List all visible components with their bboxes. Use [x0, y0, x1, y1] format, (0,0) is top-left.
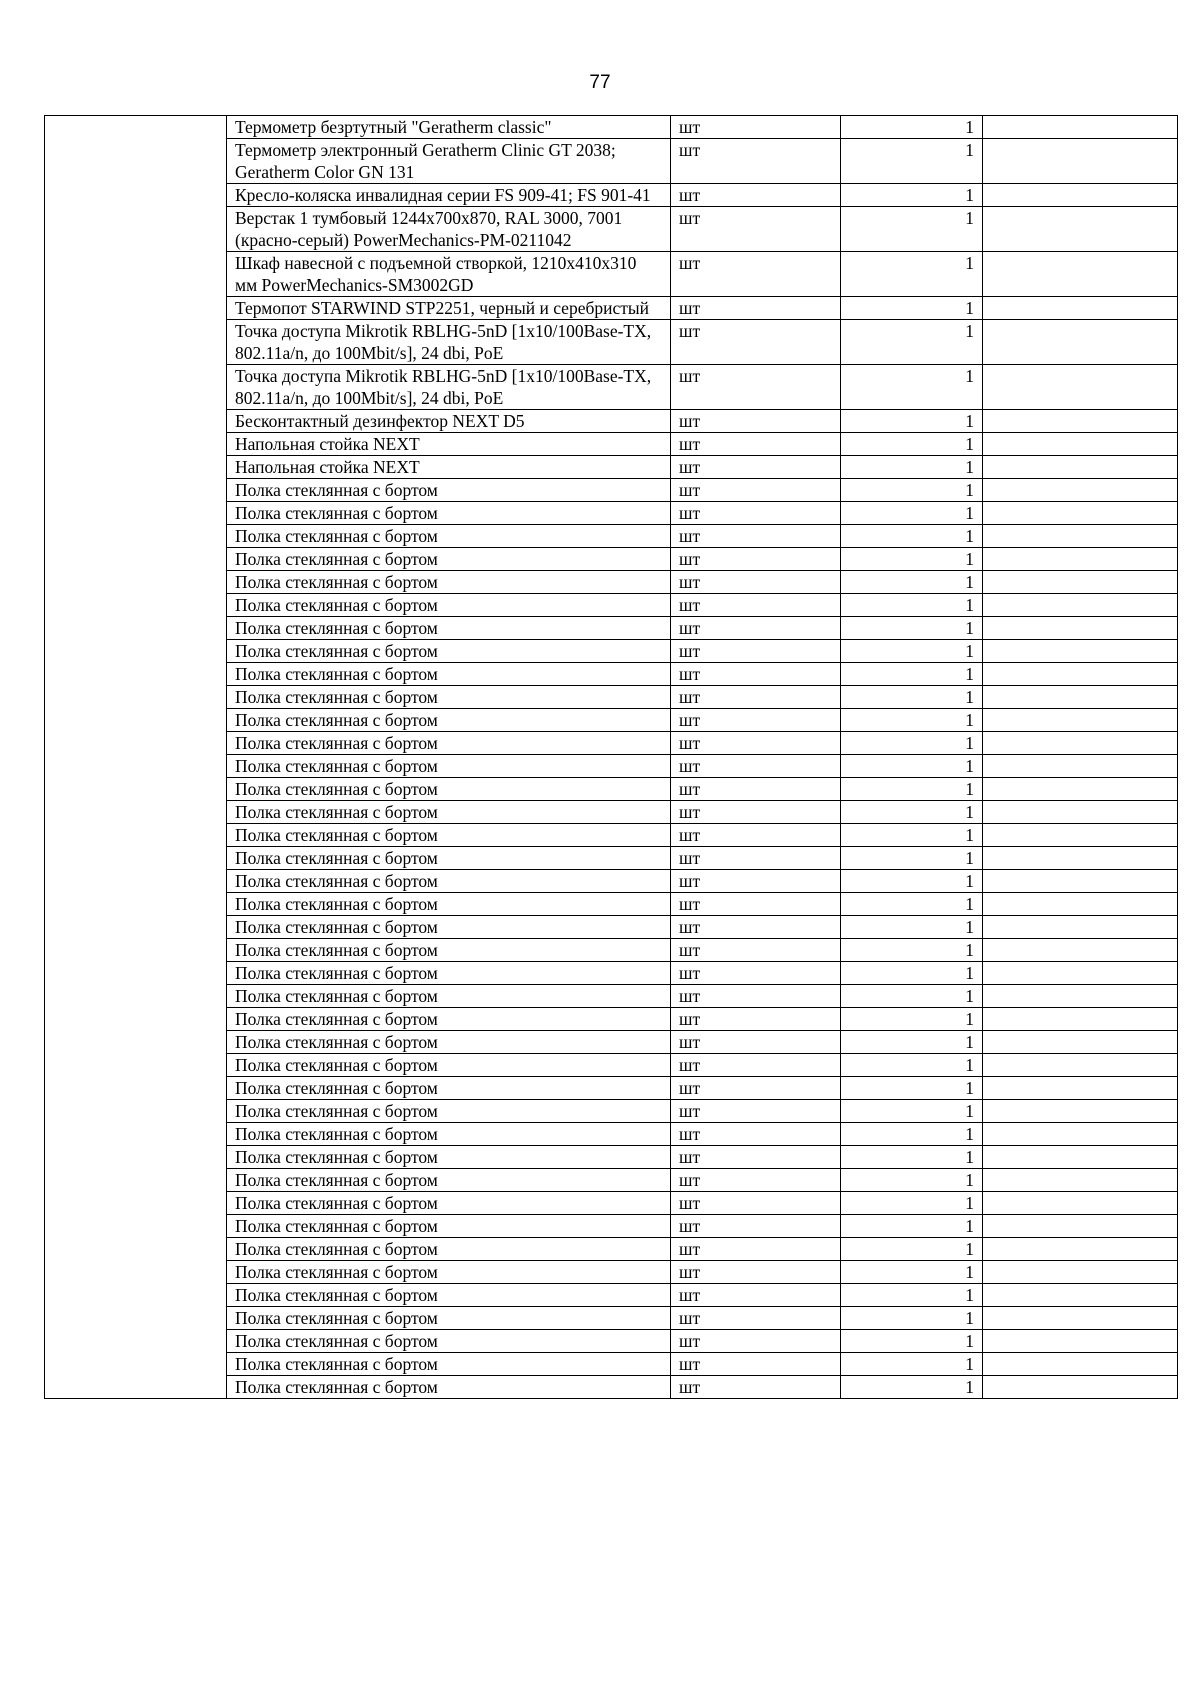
- unit-cell: шт: [671, 297, 841, 320]
- item-name-cell: Полка стеклянная с бортом: [227, 847, 671, 870]
- unit-cell: шт: [671, 1054, 841, 1077]
- empty-cell: [983, 410, 1178, 433]
- unit-cell: шт: [671, 1169, 841, 1192]
- item-name-cell: Полка стеклянная с бортом: [227, 548, 671, 571]
- unit-cell: шт: [671, 116, 841, 139]
- quantity-cell: 1: [841, 778, 983, 801]
- empty-cell: [983, 1123, 1178, 1146]
- quantity-cell: 1: [841, 1169, 983, 1192]
- item-name-cell: Термопот STARWIND STP2251, черный и серебристый: [227, 297, 671, 320]
- empty-cell: [983, 1307, 1178, 1330]
- item-name-cell: Полка стеклянная с бортом: [227, 663, 671, 686]
- item-name-cell: Полка стеклянная с бортом: [227, 1192, 671, 1215]
- empty-cell: [983, 433, 1178, 456]
- item-name-cell: Напольная стойка NEXT: [227, 456, 671, 479]
- empty-cell: [983, 456, 1178, 479]
- quantity-cell: 1: [841, 962, 983, 985]
- item-name-cell: Полка стеклянная с бортом: [227, 1376, 671, 1399]
- item-name-cell: Полка стеклянная с бортом: [227, 801, 671, 824]
- unit-cell: шт: [671, 663, 841, 686]
- quantity-cell: 1: [841, 1146, 983, 1169]
- quantity-cell: 1: [841, 847, 983, 870]
- quantity-cell: 1: [841, 502, 983, 525]
- item-name-cell: Полка стеклянная с бортом: [227, 985, 671, 1008]
- empty-cell: [983, 1238, 1178, 1261]
- unit-cell: шт: [671, 939, 841, 962]
- empty-cell: [983, 962, 1178, 985]
- item-name-cell: Полка стеклянная с бортом: [227, 755, 671, 778]
- unit-cell: шт: [671, 1100, 841, 1123]
- quantity-cell: 1: [841, 824, 983, 847]
- unit-cell: шт: [671, 1376, 841, 1399]
- unit-cell: шт: [671, 962, 841, 985]
- quantity-cell: 1: [841, 116, 983, 139]
- item-name-cell: Напольная стойка NEXT: [227, 433, 671, 456]
- quantity-cell: 1: [841, 1077, 983, 1100]
- item-name-cell: Полка стеклянная с бортом: [227, 1284, 671, 1307]
- empty-cell: [983, 755, 1178, 778]
- quantity-cell: 1: [841, 870, 983, 893]
- quantity-cell: 1: [841, 686, 983, 709]
- item-name-cell: Полка стеклянная с бортом: [227, 1238, 671, 1261]
- quantity-cell: 1: [841, 433, 983, 456]
- item-name-cell: Полка стеклянная с бортом: [227, 479, 671, 502]
- quantity-cell: 1: [841, 207, 983, 252]
- unit-cell: шт: [671, 502, 841, 525]
- empty-cell: [983, 985, 1178, 1008]
- empty-cell: [983, 1192, 1178, 1215]
- item-name-cell: Полка стеклянная с бортом: [227, 1031, 671, 1054]
- empty-cell: [983, 893, 1178, 916]
- unit-cell: шт: [671, 1123, 841, 1146]
- empty-cell: [983, 1376, 1178, 1399]
- inventory-table-body: [45, 116, 1178, 1399]
- unit-cell: шт: [671, 893, 841, 916]
- table-row: [45, 116, 1178, 139]
- unit-cell: шт: [671, 479, 841, 502]
- item-name-cell: Полка стеклянная с бортом: [227, 1169, 671, 1192]
- item-name-cell: Полка стеклянная с бортом: [227, 1353, 671, 1376]
- quantity-cell: 1: [841, 1031, 983, 1054]
- item-name-cell: Полка стеклянная с бортом: [227, 594, 671, 617]
- item-name-cell: Термометр безртутный "Geratherm classic": [227, 116, 671, 139]
- unit-cell: шт: [671, 410, 841, 433]
- item-name-cell: Полка стеклянная с бортом: [227, 1307, 671, 1330]
- page-number: 77: [589, 72, 611, 93]
- unit-cell: шт: [671, 916, 841, 939]
- empty-cell: [983, 732, 1178, 755]
- quantity-cell: 1: [841, 571, 983, 594]
- item-name-cell: Полка стеклянная с бортом: [227, 686, 671, 709]
- empty-cell: [983, 1215, 1178, 1238]
- item-name-cell: Полка стеклянная с бортом: [227, 1123, 671, 1146]
- item-name-cell: Полка стеклянная с бортом: [227, 617, 671, 640]
- item-name-cell: Полка стеклянная с бортом: [227, 778, 671, 801]
- item-name-cell: Полка стеклянная с бортом: [227, 571, 671, 594]
- empty-cell: [983, 916, 1178, 939]
- empty-cell: [983, 594, 1178, 617]
- quantity-cell: 1: [841, 1353, 983, 1376]
- empty-cell: [983, 1031, 1178, 1054]
- item-name-cell: Полка стеклянная с бортом: [227, 525, 671, 548]
- empty-cell: [983, 479, 1178, 502]
- unit-cell: шт: [671, 1307, 841, 1330]
- quantity-cell: 1: [841, 939, 983, 962]
- item-name-cell: Полка стеклянная с бортом: [227, 1261, 671, 1284]
- quantity-cell: 1: [841, 410, 983, 433]
- empty-cell: [983, 870, 1178, 893]
- unit-cell: шт: [671, 252, 841, 297]
- quantity-cell: 1: [841, 985, 983, 1008]
- empty-cell: [983, 1261, 1178, 1284]
- empty-cell: [983, 252, 1178, 297]
- empty-cell: [983, 1330, 1178, 1353]
- item-name-cell: Полка стеклянная с бортом: [227, 640, 671, 663]
- quantity-cell: 1: [841, 801, 983, 824]
- empty-cell: [983, 1008, 1178, 1031]
- empty-cell: [983, 778, 1178, 801]
- item-name-cell: Полка стеклянная с бортом: [227, 1330, 671, 1353]
- unit-cell: шт: [671, 1146, 841, 1169]
- empty-cell: [983, 847, 1178, 870]
- quantity-cell: 1: [841, 479, 983, 502]
- unit-cell: шт: [671, 433, 841, 456]
- unit-cell: шт: [671, 184, 841, 207]
- item-name-cell: Точка доступа Mikrotik RBLHG-5nD [1x10/100Base-TX, 802.11a/n, до 100Mbit/s], 24 dbi, PoE: [227, 320, 671, 365]
- item-name-cell: Полка стеклянная с бортом: [227, 502, 671, 525]
- unit-cell: шт: [671, 686, 841, 709]
- item-name-cell: Полка стеклянная с бортом: [227, 962, 671, 985]
- empty-cell: [983, 1054, 1178, 1077]
- quantity-cell: 1: [841, 252, 983, 297]
- unit-cell: шт: [671, 1077, 841, 1100]
- quantity-cell: 1: [841, 525, 983, 548]
- unit-cell: шт: [671, 525, 841, 548]
- quantity-cell: 1: [841, 297, 983, 320]
- item-name-cell: Кресло-коляска инвалидная серии FS 909-41; FS 901-41: [227, 184, 671, 207]
- quantity-cell: 1: [841, 1238, 983, 1261]
- empty-cell: [983, 801, 1178, 824]
- unit-cell: шт: [671, 1215, 841, 1238]
- quantity-cell: 1: [841, 1376, 983, 1399]
- quantity-cell: 1: [841, 548, 983, 571]
- unit-cell: шт: [671, 732, 841, 755]
- unit-cell: шт: [671, 320, 841, 365]
- unit-cell: шт: [671, 1353, 841, 1376]
- item-name-cell: Верстак 1 тумбовый 1244x700x870, RAL 3000, 7001 (красно-серый) PowerMechanics-PM-0211042: [227, 207, 671, 252]
- item-name-cell: Бесконтактный дезинфектор NEXT D5: [227, 410, 671, 433]
- quantity-cell: 1: [841, 732, 983, 755]
- empty-cell: [983, 1146, 1178, 1169]
- empty-cell: [983, 571, 1178, 594]
- unit-cell: шт: [671, 617, 841, 640]
- empty-cell: [983, 116, 1178, 139]
- quantity-cell: 1: [841, 1054, 983, 1077]
- empty-cell: [983, 525, 1178, 548]
- quantity-cell: 1: [841, 1284, 983, 1307]
- merged-empty-cell: [45, 116, 227, 1399]
- item-name-cell: Полка стеклянная с бортом: [227, 939, 671, 962]
- empty-cell: [983, 939, 1178, 962]
- empty-cell: [983, 1169, 1178, 1192]
- unit-cell: шт: [671, 778, 841, 801]
- quantity-cell: 1: [841, 709, 983, 732]
- item-name-cell: Полка стеклянная с бортом: [227, 1077, 671, 1100]
- unit-cell: шт: [671, 207, 841, 252]
- quantity-cell: 1: [841, 663, 983, 686]
- item-name-cell: Полка стеклянная с бортом: [227, 732, 671, 755]
- item-name-cell: Полка стеклянная с бортом: [227, 893, 671, 916]
- inventory-table: [44, 115, 1178, 1399]
- quantity-cell: 1: [841, 184, 983, 207]
- unit-cell: шт: [671, 709, 841, 732]
- item-name-cell: Полка стеклянная с бортом: [227, 1215, 671, 1238]
- item-name-cell: Полка стеклянная с бортом: [227, 916, 671, 939]
- empty-cell: [983, 297, 1178, 320]
- item-name-cell: Полка стеклянная с бортом: [227, 709, 671, 732]
- quantity-cell: 1: [841, 594, 983, 617]
- empty-cell: [983, 1284, 1178, 1307]
- unit-cell: шт: [671, 640, 841, 663]
- empty-cell: [983, 207, 1178, 252]
- quantity-cell: 1: [841, 617, 983, 640]
- unit-cell: шт: [671, 1192, 841, 1215]
- quantity-cell: 1: [841, 1100, 983, 1123]
- unit-cell: шт: [671, 985, 841, 1008]
- unit-cell: шт: [671, 801, 841, 824]
- empty-cell: [983, 824, 1178, 847]
- quantity-cell: 1: [841, 1123, 983, 1146]
- quantity-cell: 1: [841, 916, 983, 939]
- empty-cell: [983, 1353, 1178, 1376]
- unit-cell: шт: [671, 824, 841, 847]
- item-name-cell: Полка стеклянная с бортом: [227, 1146, 671, 1169]
- empty-cell: [983, 1100, 1178, 1123]
- quantity-cell: 1: [841, 1215, 983, 1238]
- quantity-cell: 1: [841, 139, 983, 184]
- quantity-cell: 1: [841, 755, 983, 778]
- item-name-cell: Полка стеклянная с бортом: [227, 824, 671, 847]
- quantity-cell: 1: [841, 1192, 983, 1215]
- unit-cell: шт: [671, 1330, 841, 1353]
- unit-cell: шт: [671, 548, 841, 571]
- empty-cell: [983, 139, 1178, 184]
- empty-cell: [983, 1077, 1178, 1100]
- unit-cell: шт: [671, 1261, 841, 1284]
- empty-cell: [983, 640, 1178, 663]
- item-name-cell: Полка стеклянная с бортом: [227, 1100, 671, 1123]
- empty-cell: [983, 617, 1178, 640]
- quantity-cell: 1: [841, 456, 983, 479]
- quantity-cell: 1: [841, 320, 983, 365]
- empty-cell: [983, 663, 1178, 686]
- item-name-cell: Полка стеклянная с бортом: [227, 1054, 671, 1077]
- unit-cell: шт: [671, 139, 841, 184]
- unit-cell: шт: [671, 571, 841, 594]
- unit-cell: шт: [671, 755, 841, 778]
- unit-cell: шт: [671, 870, 841, 893]
- item-name-cell: Полка стеклянная с бортом: [227, 870, 671, 893]
- quantity-cell: 1: [841, 893, 983, 916]
- unit-cell: шт: [671, 456, 841, 479]
- quantity-cell: 1: [841, 365, 983, 410]
- unit-cell: шт: [671, 1238, 841, 1261]
- quantity-cell: 1: [841, 1330, 983, 1353]
- empty-cell: [983, 184, 1178, 207]
- quantity-cell: 1: [841, 640, 983, 663]
- empty-cell: [983, 502, 1178, 525]
- item-name-cell: Термометр электронный Geratherm Clinic GT 2038; Geratherm Color GN 131: [227, 139, 671, 184]
- empty-cell: [983, 709, 1178, 732]
- empty-cell: [983, 365, 1178, 410]
- item-name-cell: Шкаф навесной с подъемной створкой, 1210x410x310 мм PowerMechanics-SM3002GD: [227, 252, 671, 297]
- item-name-cell: Полка стеклянная с бортом: [227, 1008, 671, 1031]
- quantity-cell: 1: [841, 1307, 983, 1330]
- unit-cell: шт: [671, 847, 841, 870]
- unit-cell: шт: [671, 1284, 841, 1307]
- item-name-cell: Точка доступа Mikrotik RBLHG-5nD [1x10/100Base-TX, 802.11a/n, до 100Mbit/s], 24 dbi, PoE: [227, 365, 671, 410]
- quantity-cell: 1: [841, 1261, 983, 1284]
- empty-cell: [983, 686, 1178, 709]
- unit-cell: шт: [671, 365, 841, 410]
- unit-cell: шт: [671, 1008, 841, 1031]
- empty-cell: [983, 548, 1178, 571]
- empty-cell: [983, 320, 1178, 365]
- quantity-cell: 1: [841, 1008, 983, 1031]
- unit-cell: шт: [671, 1031, 841, 1054]
- unit-cell: шт: [671, 594, 841, 617]
